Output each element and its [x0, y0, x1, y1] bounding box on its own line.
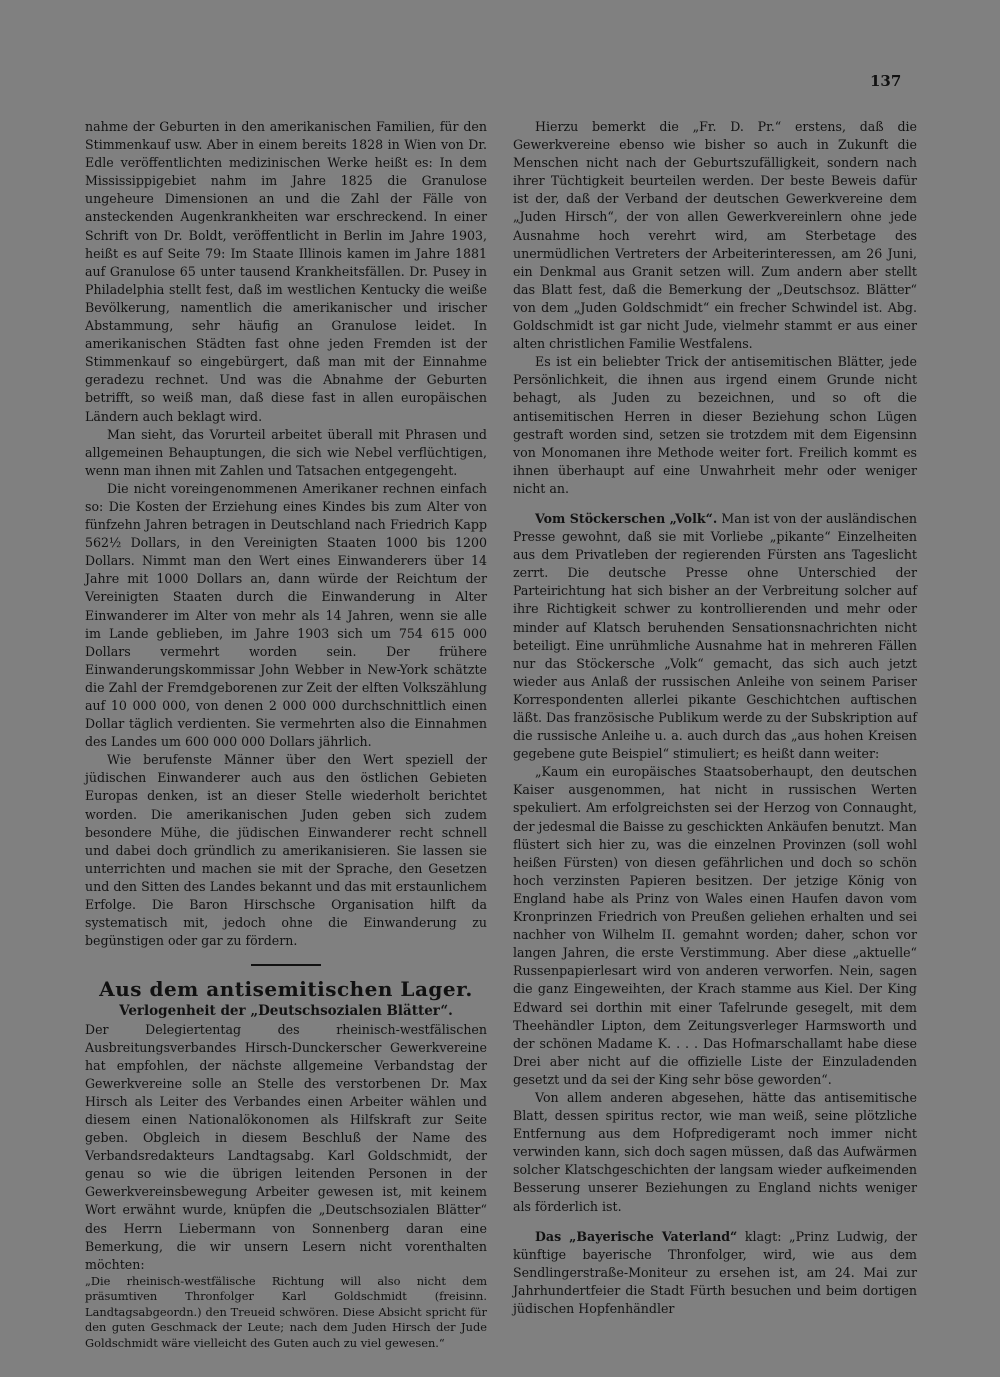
quote: „Kaum ein europäisches Staatsoberhaupt, den deutschen Kaiser ausgenommen, hat nicht in russischen Werten spekuliert. Am erfolgreichsten sei der Herzog von Connaught, der jedesmal die Baisse zu geschickten Ankäufen benutzt. Man flüstert sich hier zu, was die einzelnen Provinzen (soll wohl heißen Fürsten) von diesen gefährlichen und doch so schön hoch verzinsten Papieren besitzen. Der jetzige König von England habe als Prinz von Wales einen Haufen davon vom Kronprinzen Friedrich von Preußen geliehen erhalten und sei nachher von Wilhelm II. gemahnt worden; daher, schon vor langen Jahren, die erste Verstimmung. Aber diese „aktuelle“ Russenpapierlesart wird von anderen verworfen. Nein, sagen die ganz Eingeweihten, der Krach stamme aus Kiel. Der King Edward sei dorthin mit einer Tafelrunde gesegelt, mit dem Theehändler Lipton, dem Zeitungsverleger Harmsworth und der schönen Madame K. . . . Das Hofmarschallamt habe diese Drei aber nicht auf die offizielle Liste der Einzuladenden gesetzt und da sei der King sehr böse geworden“. [513, 764, 918, 1087]
left-column [85, 118, 487, 1351]
section-heading: Das „Bayerische Vaterland“ [535, 1228, 738, 1244]
paragraph: nahme der Geburten in den amerikanischen Familien, für den Stimmenkauf usw. Aber in einem bereits 1828 in Wien von Dr. Edle veröffentlichten medizinischen Werke heißt es: In dem Mississippigebiet nahm im Jahre 1825 die Granulose ungeheure Dimensionen an und die Zahl der Fälle von ansteckenden Augenkrankheiten war erschreckend. In einer Schrift von Dr. Boldt, veröffentlicht in Berlin im Jahre 1903, heißt es auf Seite 79: Im Staate Illinois kamen im Jahre 1881 auf Granulose 65 unter tausend Krankheitsfällen. Dr. Pusey in Philadelphia stellt fest, daß im westlichen Kentucky die weiße Bevölkerung, namentlich die amerikanischer und irischer Abstammung, sehr häufig an Granulose leidet. In amerikanischen Städten fast ohne jeden Fremden ist der Stimmenkauf so eingebürgert, daß man mit der Einnahme geradezu rechnet. Und was die Abnahme der Geburten betrifft, so weiß man, daß diese fast in allen europäischen Ländern auch beklagt wird. [85, 119, 487, 424]
paragraph: Von allem anderen abgesehen, hätte das antisemitische Blatt, dessen spiritus rector, wie man weiß, seine plötzliche Entfernung aus dem Hofpredigeramt noch immer nicht verwinden kann, sich doch sagen müssen, daß das Aufwärmen solcher Klatschgeschichten der langsam wieder aufkeimenden Besserung unserer Beziehungen zu England nichts weniger als förderlich ist. [513, 1089, 917, 1214]
right-column [513, 118, 917, 1318]
section-divider [251, 964, 321, 966]
paragraph: Die nicht voreingenommenen Amerikaner rechnen einfach so: Die Kosten der Erziehung eines Kindes bis zum Alter von fünfzehn Jahren betragen in Deutschland nach Friedrich Kapp 562½ Dollars, in den Vereinigten Staaten 1000 bis 1200 Dollars. Nimmt man den Wert eines Einwanderers über 14 Jahre mit 1000 Dollars an, dann würde der Reichtum der Vereinigten Staaten durch die Einwanderung in Alter Einwanderer im Alter von mehr als 14 Jahren, wenn sie alle im Lande geblieben, im Jahre 1903 sich um 754 615 000 Dollars vermehrt worden sein. Der frühere Einwanderungskommissar John Webber in New-York schätzte die Zahl der Fremdgeborenen zur Zeit der elften Volkszählung auf 10 000 000, von denen 2 000 000 durchschnittlich einen Dollar täglich verdienten. Sie vermehrten also die Einnahmen des Landes um 600 000 000 Dollars jährlich. [85, 480, 487, 750]
subsection-title: Verlogenheit der „Deutschsozialen Blätter“. [119, 1003, 453, 1020]
paragraph-text: klagt: „Prinz Ludwig, der künftige bayerische Thronfolger, wird, wie aus dem Sendlingerstraße-Moniteur zu ersehen ist, am 24. Mai zur Jahrhundertfeier die Stadt Fürth besuchen und beim dortigen jüdischen Hopfenhändler [513, 1228, 918, 1316]
section-heading: Vom Stöckerschen „Volk“. [535, 510, 718, 526]
paragraph-text: Man ist von der ausländischen Presse gewohnt, daß sie mit Vorliebe „pikante“ Einzelheiten aus dem Privatleben der regierenden Fürsten ans Tageslicht zerrt. Die deutsche Presse ohne Unterschied der Parteirichtung hat sich bisher an der Verbreitung solcher auf ihre Richtigkeit schwer zu kontrollierenden und mehr oder minder auf Klatsch beruhenden Sensationsnachrichten nicht beteiligt. Eine unrühmliche Ausnahme hat in mehreren Fällen nur das Stöckersche „Volk“ gemacht, das sich auch jetzt wieder aus Anlaß der russischen Anleihe von seinem Pariser Korrespondenten allerlei pikante Geschichtchen auftischen läßt. Das französische Publikum werde zu der Subskription auf die russische Anleihe u. a. auch durch das „aus hohen Kreisen gegebene gute Beispiel“ stimuliert; es heißt dann weiter: [513, 510, 918, 762]
paragraph: Der Delegiertentag des rheinisch-westfälischen Ausbreitungsverbandes Hirsch-Dunckerscher Gewerkvereine hat empfohlen, der nächste allgemeine Verbandstag der Gewerkvereine solle an Stelle des verstorbenen Dr. Max Hirsch als Leiter des Verbandes einen Arbeiter wählen und diesem einen Nationalökonomen als Hilfskraft zur Seite geben. Obgleich in diesem Beschluß der Name des Verbandsredakteurs Landtagsabg. Karl Goldschmidt, der genau so wie die übrigen leitenden Personen in der Gewerkvereinsbewegung Arbeiter gewesen ist, mit keinem Wort erwähnt wurde, knüpfen die „Deutschsozialen Blätter“ des Herrn Liebermann von Sonnenberg daran eine Bemerkung, die wir unsern Lesern nicht vorenthalten möchten: [85, 1021, 487, 1272]
paragraph: Es ist ein beliebter Trick der antisemitischen Blätter, jede Persönlichkeit, die ihnen aus irgend einem Grunde nicht behagt, als Juden zu bezeichnen, und so oft die antisemitischen Herren in dieser Beziehung schon Lügen gestraft worden sind, setzen sie trotzdem mit dem Eigensinn von Monomanen ihre Methode weiter fort. Freilich kommt es ihnen überhaupt auf eine Unwahrheit mehr oder weniger nicht an. [513, 354, 917, 496]
quote: „Die rheinisch-westfälische Richtung will also nicht dem präsumtiven Thronfolger Karl Goldschmidt (freisinn. Landtagsabgeordn.) den Treueid schwören. Diese Absicht spricht für den guten Geschmack der Leute; nach dem Juden Hirsch der Jude Goldschmidt wäre vielleicht des Guten auch zu viel gewesen.“ [85, 1273, 487, 1350]
paragraph: Man sieht, das Vorurteil arbeitet überall mit Phrasen und allgemeinen Behauptungen, die sich wie Nebel verflüchtigen, wenn man ihnen mit Zahlen und Tatsachen entgegengeht. [85, 426, 487, 478]
paragraph [513, 510, 917, 763]
paragraph [513, 1228, 917, 1318]
paragraph: Wie berufenste Männer über den Wert speziell der jüdischen Einwanderer auch aus den östlichen Gebieten Europas denken, ist an dieser Stelle wiederholt berichtet worden. Die amerikanischen Juden geben sich zudem besondere Mühe, die jüdischen Einwanderer recht schnell und dabei doch gründlich zu amerikanisieren. Sie lassen sie unterrichten und machen sie mit der Sprache, den Gesetzen und den Sitten des Landes bekannt und das mit erstaunlichem Erfolge. Die Baron Hirschsche Organisation hilft da systematisch mit, jedoch ohne die Einwanderung zu begünstigen oder gar zu fördern. [85, 752, 487, 949]
section-title: Aus dem antisemitischen Lager. [99, 977, 473, 1002]
paragraph: Hierzu bemerkt die „Fr. D. Pr.“ erstens, daß die Gewerkvereine ebenso wie bisher so auch in Zukunft die Menschen nicht nach der Geburtszufälligkeit, sondern nach ihrer Tüchtigkeit beurteilen werden. Der beste Beweis dafür ist der, daß der Verband der deutschen Gewerkvereine dem „Juden Hirsch“, der von allen Gewerkvereinlern ohne jede Ausnahme hoch verehrt wird, am Sterbetage des unermüdlichen Vertreters der Arbeiterinteressen, am 26 Juni, ein Denkmal aus Granit setzen will. Zum andern aber stellt das Blatt fest, daß die Bemerkung der „Deutschsoz. Blätter“ von dem „Juden Goldschmidt“ ein frecher Schwindel ist. Abg. Goldschmidt ist gar nicht Jude, vielmehr stammt er aus einer alten christlichen Familie Westfalens. [513, 119, 917, 352]
page-number: 137 [870, 72, 902, 90]
